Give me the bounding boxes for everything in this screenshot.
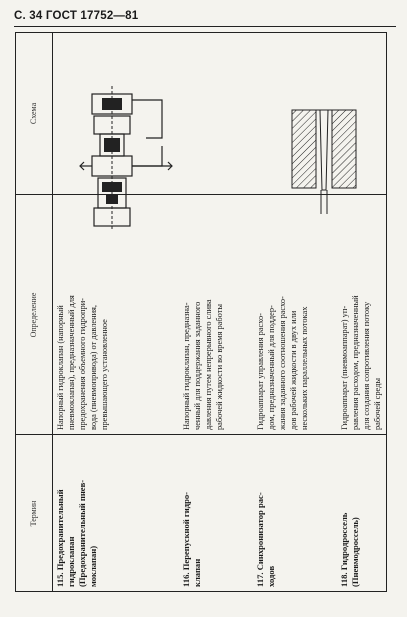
definition-cell	[339, 195, 387, 435]
table-row	[181, 32, 253, 592]
term-cell	[181, 435, 253, 592]
term-line: 118. Гидродроссель	[339, 512, 349, 587]
table-header	[15, 32, 53, 592]
header-rule	[14, 26, 396, 27]
term-line: (Предохранительный пнев-	[77, 479, 87, 587]
column-header-schema: Схема	[29, 102, 38, 125]
definition-line: пневмоклапан), предназначенный для	[67, 295, 76, 430]
column-header-term: Термин	[29, 500, 38, 527]
definition-line: давления путем непрерывного слива	[204, 299, 213, 430]
term-line: 116. Перепускной гидро-	[181, 491, 191, 587]
definition-line: ченный для поддержания заданного	[193, 301, 202, 430]
definition-cell	[181, 195, 253, 435]
definition-line: дов рабочей жидкости в двух или	[289, 310, 298, 430]
definition-line: рабочей жидкости во время работы	[215, 304, 224, 430]
term-line: 115. Предохранительный	[55, 489, 65, 587]
term-line: гидроклапан	[66, 536, 76, 587]
throttle-diagram	[288, 104, 360, 224]
term-cell	[339, 435, 387, 592]
definition-line: Напорный гидроклапан, предназна-	[182, 302, 191, 430]
definition-line: Гидроаппарат (пневмоаппарат) уп-	[340, 305, 349, 430]
column-header-definition: Определение	[29, 292, 38, 338]
definition-line: дом, предназначенный для поддер-	[267, 305, 276, 430]
definition-line: вода (пневмопривода) от давления,	[89, 305, 98, 430]
term-line: моклапан)	[88, 545, 98, 587]
definition-line: превышающего установленное	[100, 319, 109, 430]
page-header: С. 34 ГОСТ 17752—81	[14, 10, 139, 22]
term-line: 117. Синхронизатор рас-	[255, 492, 265, 587]
term-line: ходов	[266, 565, 276, 587]
definition-cell	[255, 195, 335, 435]
definition-line: равления расходом, предназначенный	[351, 295, 360, 430]
relief-valve-diagram	[72, 82, 182, 232]
definition-line: рабочей среды	[373, 377, 382, 430]
definition-line: Гидроаппарат управления расхо-	[256, 313, 265, 430]
definition-line: нескольких параллельных потоках	[300, 306, 309, 430]
term-line: клапан	[192, 558, 202, 587]
term-cell	[55, 435, 167, 592]
definition-line: жания заданного соотношения расхо-	[278, 296, 287, 430]
term-cell	[255, 435, 335, 592]
definition-line: Напорный гидроклапан (напорный	[56, 305, 65, 430]
term-line: (Пневмодроссель)	[350, 517, 360, 587]
definition-line: для создания сопротивления потоку	[362, 301, 371, 430]
definition-line: предохранения объемного гидропри-	[78, 298, 87, 430]
